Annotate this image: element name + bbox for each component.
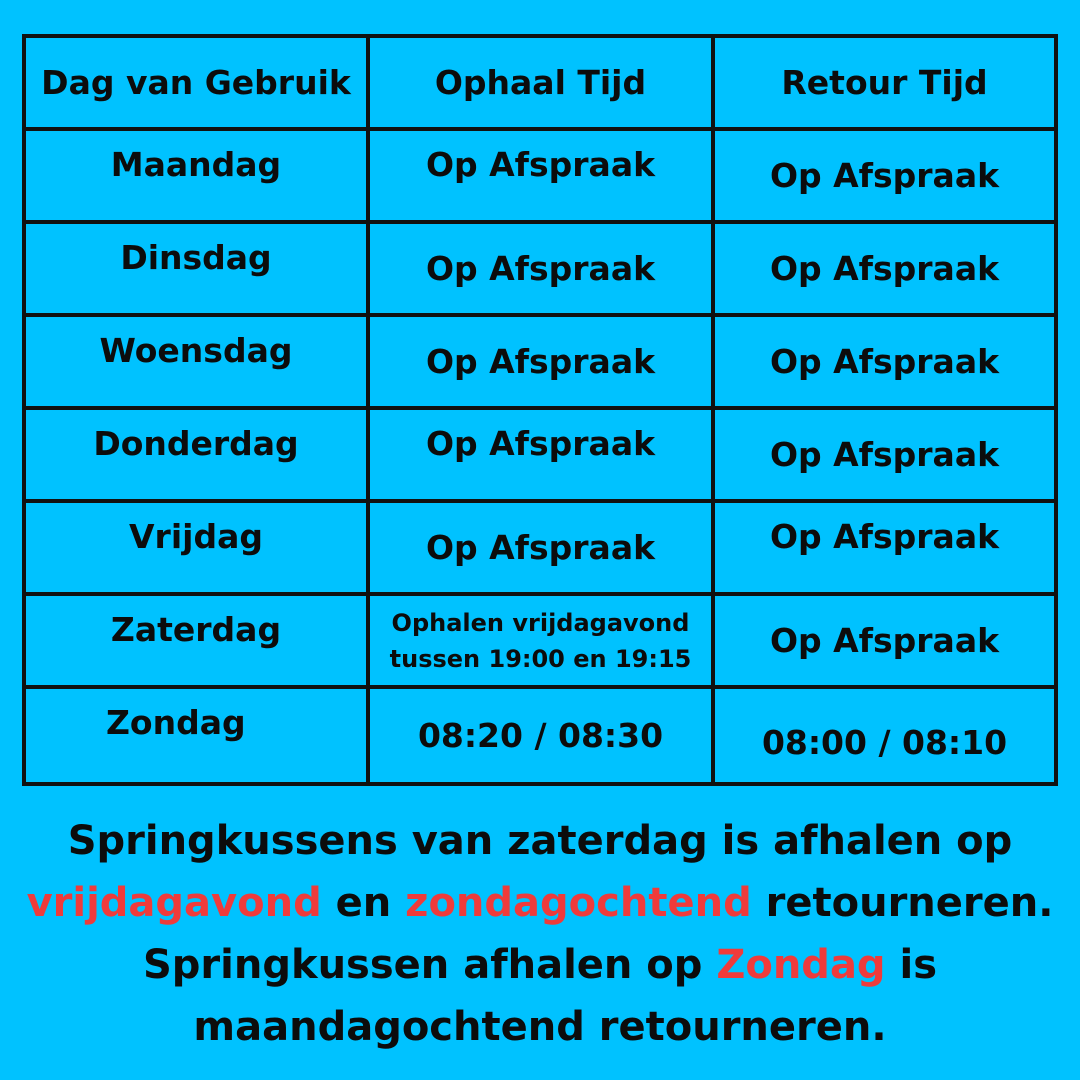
header-return: Retour Tijd: [715, 38, 1054, 131]
row-pickup: 08:20 / 08:30: [370, 689, 715, 782]
row-day: Woensdag: [26, 317, 370, 410]
row-pickup: Op Afspraak: [370, 224, 715, 317]
notice-text: [0, 810, 1080, 1058]
row-return: 08:00 / 08:10: [761, 722, 1008, 762]
row-pickup: Op Afspraak: [370, 317, 715, 410]
row-return: Op Afspraak: [715, 131, 1054, 224]
notice-line-2-end: retourneren.: [751, 880, 1054, 926]
row-day: Donderdag: [26, 410, 370, 503]
row-return: Op Afspraak: [715, 596, 1054, 689]
header-pickup: Ophaal Tijd: [370, 38, 715, 131]
row-pickup-saturday: [370, 596, 715, 689]
notice-line-3: [0, 934, 1080, 996]
notice-line-2: [0, 872, 1080, 934]
row-return: Op Afspraak: [715, 317, 1054, 410]
row-pickup: Op Afspraak: [370, 131, 715, 224]
row-return: Op Afspraak: [715, 410, 1054, 503]
header-day: Dag van Gebruik: [26, 38, 370, 131]
row-return: Op Afspraak: [715, 224, 1054, 317]
row-pickup: Op Afspraak: [370, 503, 715, 596]
notice-line-4: maandagochtend retourneren.: [193, 1004, 887, 1050]
row-day: Zaterdag: [26, 596, 370, 689]
highlight-zondag: Zondag: [716, 942, 886, 988]
saturday-pickup-line1: Ophalen vrijdagavond: [391, 608, 690, 637]
highlight-vrijdagavond: vrijdagavond: [26, 880, 322, 926]
notice-line-2-mid: en: [321, 880, 406, 926]
row-day: Vrijdag: [26, 503, 370, 596]
row-day: Maandag: [26, 131, 370, 224]
notice-line-3-start: Springkussen afhalen op: [142, 942, 717, 988]
row-day: Dinsdag: [26, 224, 370, 317]
highlight-zondagochtend: zondagochtend: [405, 880, 752, 926]
notice-line-1: Springkussens van zaterdag is afhalen op: [67, 818, 1013, 864]
notice-line-3-end: is: [885, 942, 938, 988]
row-day: Zondag: [26, 689, 370, 782]
schedule-table: [22, 34, 1058, 786]
saturday-pickup-line2: tussen 19:00 en 19:15: [389, 644, 692, 673]
row-return: Op Afspraak: [715, 503, 1054, 596]
row-pickup: Op Afspraak: [370, 410, 715, 503]
